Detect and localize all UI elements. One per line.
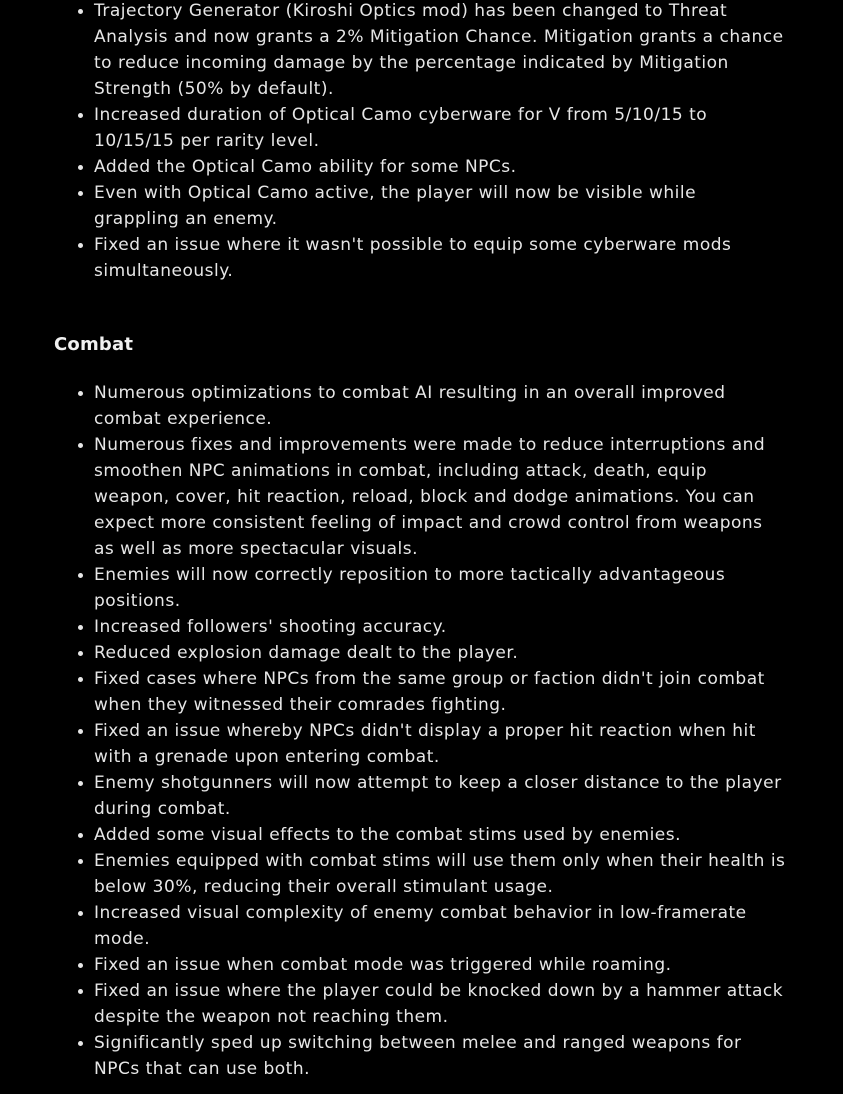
list-item: • Added the Optical Camo ability for some NPCs. <box>94 154 787 180</box>
list-item: • Reduced explosion damage dealt to the player. <box>94 640 787 666</box>
list-item: • Fixed an issue when combat mode was triggered while roaming. <box>94 952 787 978</box>
list-item: • Even with Optical Camo active, the player will now be visible while grappling an enemy. <box>94 180 787 232</box>
cyberware-notes-list <box>0 0 843 284</box>
list-item: • Enemy shotgunners will now attempt to keep a closer distance to the player during combat. <box>94 770 787 822</box>
list-item: • Trajectory Generator (Kiroshi Optics mod) has been changed to Threat Analysis and now grants a 2% Mitigation Chance. Mitigation grants a chance to reduce incoming damage by the percentage indicated by Mitigation Strength (50% by default). <box>94 0 787 102</box>
list-item: • Fixed cases where NPCs from the same group or faction didn't join combat when they witnessed their comrades fighting. <box>94 666 787 718</box>
list-item: • Numerous fixes and improvements were made to reduce interruptions and smoothen NPC animations in combat, including attack, death, equip weapon, cover, hit reaction, reload, block and dodge animations. You can expect more consistent feeling of impact and crowd control from weapons as well as more spectacular visuals. <box>94 432 787 562</box>
combat-notes-list <box>0 380 843 1082</box>
list-item: • Enemies equipped with combat stims will use them only when their health is below 30%, reducing their overall stimulant usage. <box>94 848 787 900</box>
list-item: • Numerous optimizations to combat AI resulting in an overall improved combat experience. <box>94 380 787 432</box>
list-item: • Enemies will now correctly reposition to more tactically advantageous positions. <box>94 562 787 614</box>
list-item: • Fixed an issue whereby NPCs didn't display a proper hit reaction when hit with a grenade upon entering combat. <box>94 718 787 770</box>
list-item: • Fixed an issue where it wasn't possible to equip some cyberware mods simultaneously. <box>94 232 787 284</box>
list-item: • Fixed an issue where the player could be knocked down by a hammer attack despite the weapon not reaching them. <box>94 978 787 1030</box>
list-item: • Added some visual effects to the combat stims used by enemies. <box>94 822 787 848</box>
list-item: • Increased duration of Optical Camo cyberware for V from 5/10/15 to 10/15/15 per rarity level. <box>94 102 787 154</box>
list-item: • Significantly sped up switching between melee and ranged weapons for NPCs that can use both. <box>94 1030 787 1082</box>
list-item: • Increased visual complexity of enemy combat behavior in low-framerate mode. <box>94 900 787 952</box>
section-heading-combat: Combat <box>54 334 134 355</box>
list-item: • Increased followers' shooting accuracy. <box>94 614 787 640</box>
